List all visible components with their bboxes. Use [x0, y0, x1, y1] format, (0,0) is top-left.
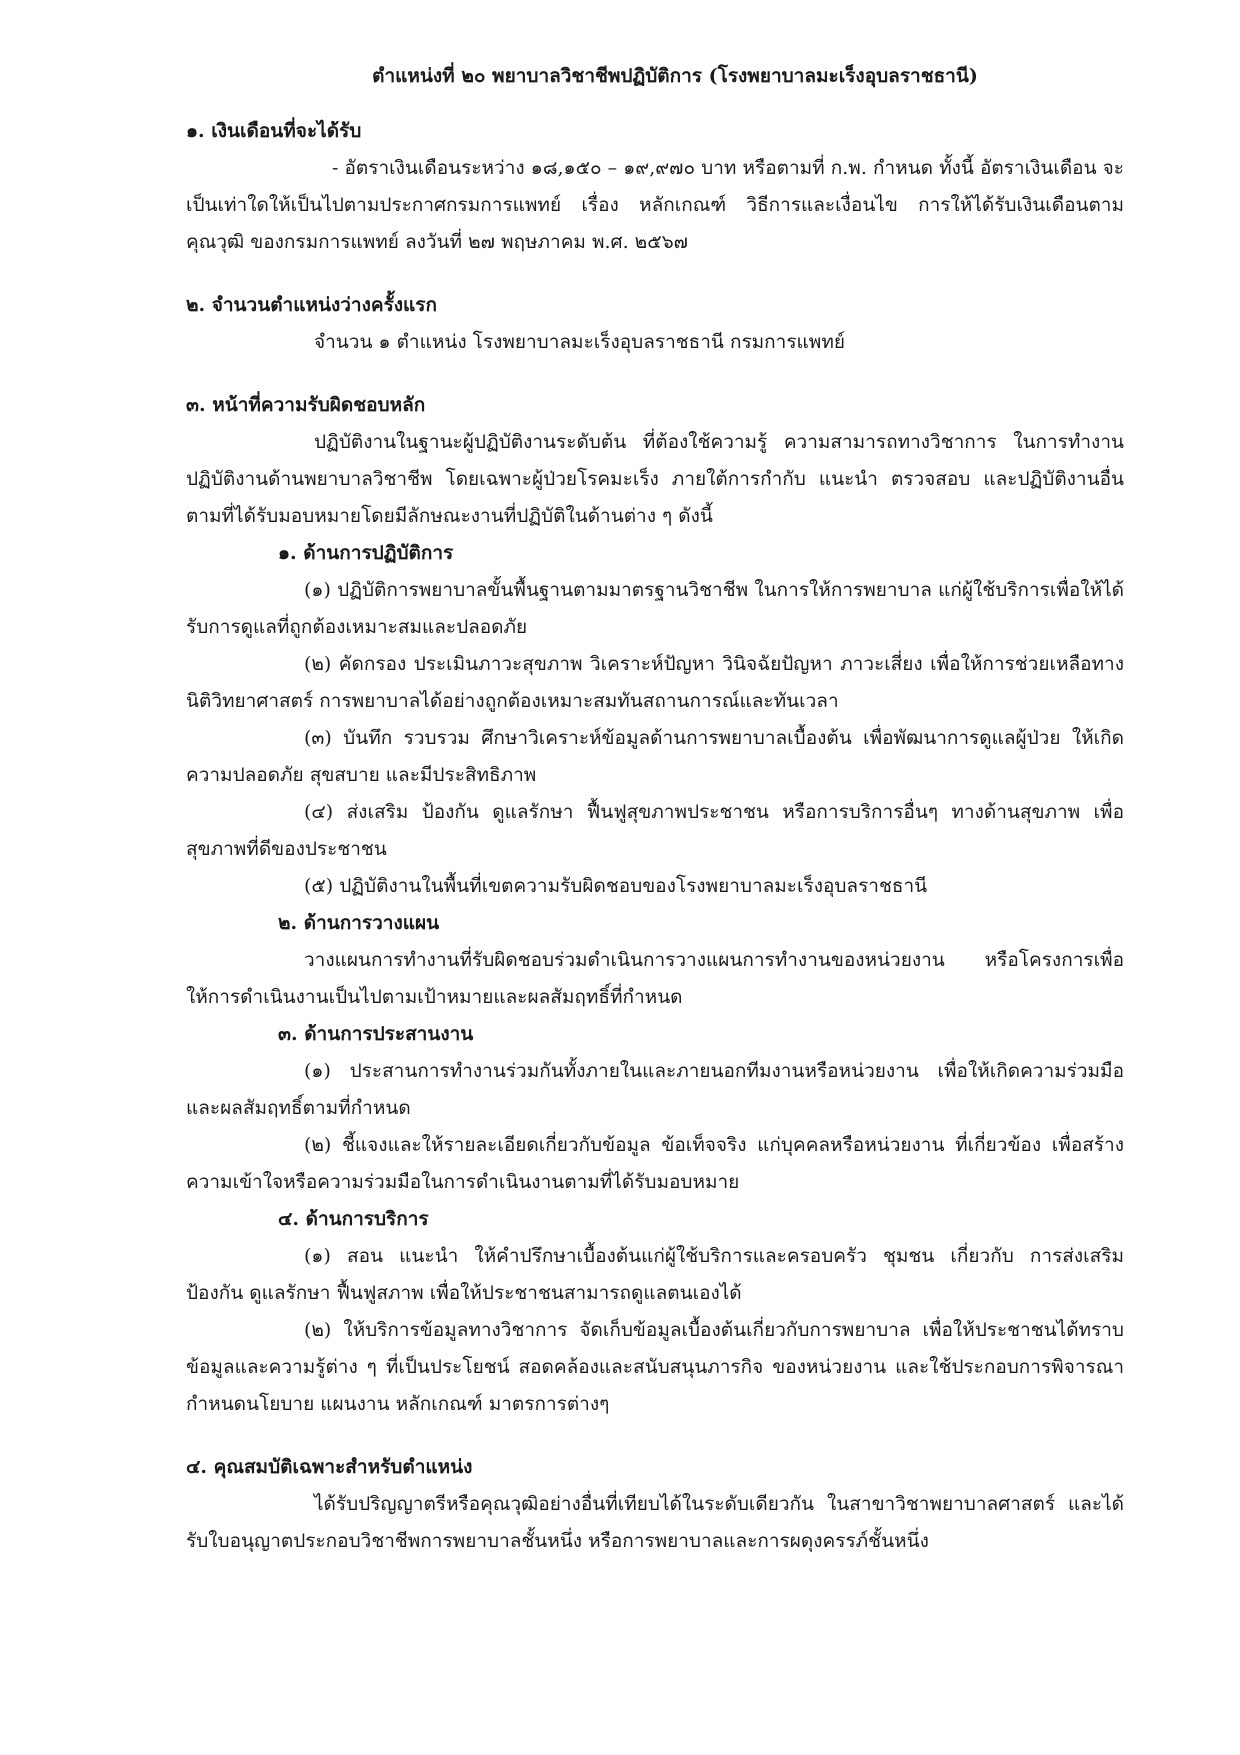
service-item-2: (๒) ให้บริการข้อมูลทางวิชาการ จัดเก็บข้อมูลเบื้องต้นเกี่ยวกับการพยาบาล เพื่อให้ประชาชนได้ทราบข้อมูลและความรู้ต่าง ๆ ที่เป็นประโยชน์ สอดคล้องและสนับสนุนภารกิจ ของหน่วยงาน และใช้ประกอบการพิจารณากำหนดนโยบาย แผนงาน หลักเกณฑ์ มาตรการต่างๆ — [186, 1319, 1124, 1415]
operations-item-2: (๒) คัดกรอง ประเมินภาวะสุขภาพ วิเคราะห์ปัญหา วินิจฉัยปัญหา ภาวะเสี่ยง เพื่อให้การช่วยเหลือทางนิติวิทยาศาสตร์ การพยาบาลได้อย่างถูกต้องเหมาะสมทันสถานการณ์และทันเวลา — [186, 653, 1124, 712]
planning-paragraph: วางแผนการทำงานที่รับผิดชอบร่วมดำเนินการวางแผนการทำงานของหน่วยงาน หรือโครงการเพื่อให้การดำเนินงานเป็นไปตามเป้าหมายและผลสัมฤทธิ์ที่กำหนด — [186, 949, 1124, 1008]
subsection-operations-heading: ๑. ด้านการปฏิบัติการ — [278, 542, 454, 564]
section-3-intro: ปฏิบัติงานในฐานะผู้ปฏิบัติงานระดับต้น ที่ต้องใช้ความรู้ ความสามารถทางวิชาการ ในการทำงาน ปฏิบัติงานด้านพยาบาลวิชาชีพ โดยเฉพาะผู้ป่วยโรคมะเร็ง ภายใต้การกำกับ แนะนำ ตรวจสอบ และปฏิบัติงานอื่นตามที่ได้รับมอบหมายโดยมีลักษณะงานที่ปฏิบัติในด้านต่าง ๆ ดังนี้ — [186, 431, 1124, 527]
subsection-planning-heading: ๒. ด้านการวางแผน — [278, 912, 440, 934]
section-4-paragraph: ได้รับปริญญาตรีหรือคุณวุฒิอย่างอื่นที่เทียบได้ในระดับเดียวกัน ในสาขาวิชาพยาบาลศาสตร์ และได้รับใบอนุญาตประกอบวิชาชีพการพยาบาลชั้นหนึ่ง หรือการพยาบาลและการผดุงครรภ์ชั้นหนึ่ง — [186, 1493, 1124, 1552]
document-title: ตำแหน่งที่ ๒๐ พยาบาลวิชาชีพปฏิบัติการ (โรงพยาบาลมะเร็งอุบลราชธานี) — [372, 65, 978, 87]
operations-item-4: (๔) ส่งเสริม ป้องกัน ดูแลรักษา ฟื้นฟูสุขภาพประชาชน หรือการบริการอื่นๆ ทางด้านสุขภาพ เพื่อสุขภาพที่ดีของประชาชน — [186, 801, 1124, 860]
section-4-heading: ๔. คุณสมบัติเฉพาะสำหรับตำแหน่ง — [186, 1456, 473, 1478]
section-1-heading: ๑. เงินเดือนที่จะได้รับ — [186, 120, 362, 142]
service-item-1: (๑) สอน แนะนำ ให้คำปรึกษาเบื้องต้นแก่ผู้ใช้บริการและครอบครัว ชุมชน เกี่ยวกับ การส่งเสริม ป้องกัน ดูแลรักษา ฟื้นฟูสภาพ เพื่อให้ประชาชนสามารถดูแลตนเองได้ — [186, 1245, 1124, 1304]
coordination-item-2: (๒) ชี้แจงและให้รายละเอียดเกี่ยวกับข้อมูล ข้อเท็จจริง แก่บุคคลหรือหน่วยงาน ที่เกี่ยวข้อง เพื่อสร้างความเข้าใจหรือความร่วมมือในการดำเนินงานตามที่ได้รับมอบหมาย — [186, 1134, 1124, 1193]
section-2-heading: ๒. จำนวนตำแหน่งว่างครั้งแรก — [186, 294, 438, 316]
section-3-heading: ๓. หน้าที่ความรับผิดชอบหลัก — [186, 394, 426, 416]
operations-item-3: (๓) บันทึก รวบรวม ศึกษาวิเคราะห์ข้อมูลด้านการพยาบาลเบื้องต้น เพื่อพัฒนาการดูแลผู้ป่วย ให้เกิดความปลอดภัย สุขสบาย และมีประสิทธิภาพ — [186, 727, 1124, 786]
section-2-paragraph: จำนวน ๑ ตำแหน่ง โรงพยาบาลมะเร็งอุบลราชธานี กรมการแพทย์ — [314, 331, 845, 353]
operations-item-5: (๕) ปฏิบัติงานในพื้นที่เขตความรับผิดชอบของโรงพยาบาลมะเร็งอุบลราชธานี — [304, 875, 928, 897]
subsection-coordination-heading: ๓. ด้านการประสานงาน — [278, 1023, 474, 1045]
subsection-service-heading: ๔. ด้านการบริการ — [278, 1208, 429, 1230]
section-1-paragraph: - อัตราเงินเดือนระหว่าง ๑๘,๑๕๐ – ๑๙,๙๗๐ บาท หรือตามที่ ก.พ. กำหนด ทั้งนี้ อัตราเงินเดือน จะเป็นเท่าใดให้เป็นไปตามประกาศกรมการแพทย์ เรื่อง หลักเกณฑ์ วิธีการและเงื่อนไข การให้ได้รับเงินเดือนตามคุณวุฒิ ของกรมการแพทย์ ลงวันที่ ๒๗ พฤษภาคม พ.ศ. ๒๕๖๗ — [186, 157, 1124, 253]
operations-item-1: (๑) ปฏิบัติการพยาบาลขั้นพื้นฐานตามมาตรฐานวิชาชีพ ในการให้การพยาบาล แก่ผู้ใช้บริการเพื่อให้ได้รับการดูแลที่ถูกต้องเหมาะสมและปลอดภัย — [186, 579, 1124, 638]
coordination-item-1: (๑) ประสานการทำงานร่วมกันทั้งภายในและภายนอกทีมงานหรือหน่วยงาน เพื่อให้เกิดความร่วมมือและผลสัมฤทธิ์ตามที่กำหนด — [186, 1060, 1124, 1119]
